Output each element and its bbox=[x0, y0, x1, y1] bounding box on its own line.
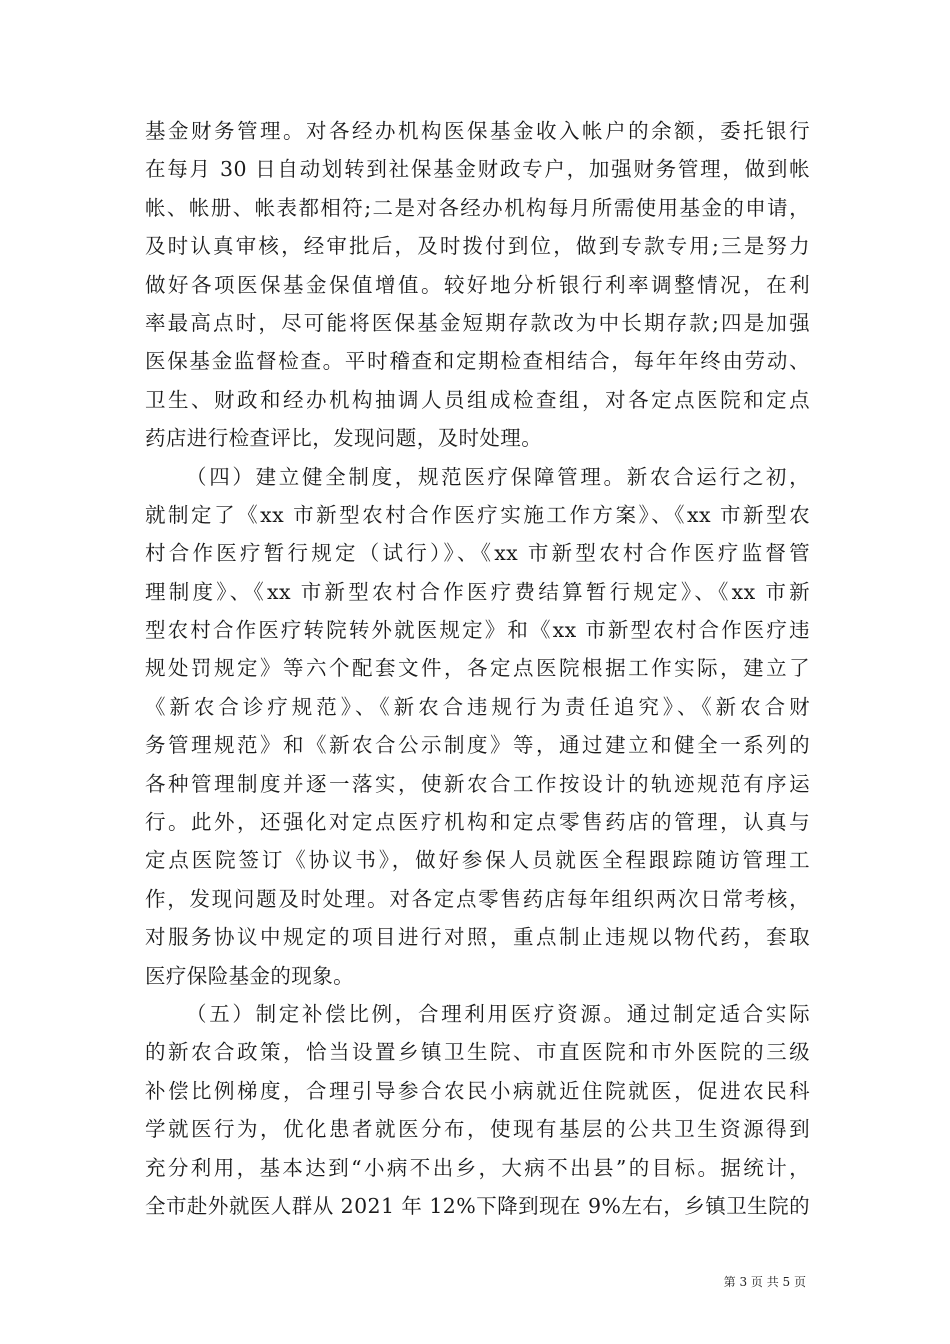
text-line: 行。此外，还强化对定点医疗机构和定点零售药店的管理，认真与 bbox=[145, 810, 810, 835]
text-line: （四）建立健全制度，规范医疗保障管理。新农合运行之初， bbox=[186, 464, 810, 489]
text-line: 就制定了《xx 市新型农村合作医疗实施工作方案》、《xx 市新型农 bbox=[145, 502, 810, 527]
text-line: 各种管理制度并逐一落实，使新农合工作按设计的轨迹规范有序运 bbox=[145, 771, 810, 796]
text-line: 的新农合政策，恰当设置乡镇卫生院、市直医院和市外医院的三级 bbox=[145, 1040, 810, 1065]
paragraph-fund-management bbox=[145, 112, 810, 458]
text-line: 务管理规范》和《新农合公示制度》等，通过建立和健全一系列的 bbox=[145, 733, 810, 758]
text-line: 补偿比例梯度，合理引导参合农民小病就近住院就医，促进农民科 bbox=[145, 1078, 810, 1103]
text-line: 基金财务管理。对各经办机构医保基金收入帐户的余额，委托银行 bbox=[145, 119, 810, 143]
text-line: 及时认真审核，经审批后，及时拨付到位，做到专款专用;三是努力 bbox=[145, 234, 810, 259]
text-line: 定点医院签订《协议书》，做好参保人员就医全程跟踪随访管理工 bbox=[145, 848, 810, 873]
text-line: 帐、帐册、帐表都相符;二是对各经办机构每月所需使用基金的申请， bbox=[145, 195, 810, 220]
text-line: 作，发现问题及时处理。对各定点零售药店每年组织两次日常考核， bbox=[145, 886, 810, 911]
text-line: 学就医行为，优化患者就医分布，使现有基层的公共卫生资源得到 bbox=[145, 1117, 810, 1142]
text-line: 型农村合作医疗转院转外就医规定》和《xx 市新型农村合作医疗违 bbox=[145, 618, 810, 643]
text-line: 在每月 30 日自动划转到社保基金财政专户，加强财务管理，做到帐 bbox=[145, 157, 810, 182]
document-body bbox=[145, 112, 810, 1225]
text-line: 全市赴外就医人群从 2021 年 12%下降到现在 9%左右，乡镇卫生院的 bbox=[145, 1193, 810, 1218]
text-line: 卫生、财政和经办机构抽调人员组成检查组，对各定点医院和定点 bbox=[145, 387, 810, 412]
text-line: 药店进行检查评比，发现问题，及时处理。 bbox=[145, 426, 543, 451]
text-line: 充分利用，基本达到“小病不出乡，大病不出县”的目标。据统计， bbox=[145, 1155, 810, 1180]
text-line: 理制度》、《xx 市新型农村合作医疗费结算暂行规定》、《xx 市新 bbox=[145, 579, 810, 604]
text-line: 做好各项医保基金保值增值。较好地分析银行利率调整情况，在利 bbox=[145, 272, 810, 297]
text-line: 医疗保险基金的现象。 bbox=[145, 963, 354, 988]
text-line: 《新农合诊疗规范》、《新农合违规行为责任追究》、《新农合财 bbox=[145, 694, 810, 719]
text-line: 规处罚规定》等六个配套文件，各定点医院根据工作实际，建立了 bbox=[145, 656, 810, 681]
page-number-footer: 第 3 页 共 5 页 bbox=[723, 1275, 806, 1289]
text-line: 医保基金监督检查。平时稽查和定期检查相结合，每年年终由劳动、 bbox=[145, 349, 810, 374]
text-line: 对服务协议中规定的项目进行对照，重点制止违规以物代药，套取 bbox=[145, 925, 810, 950]
text-line: 率最高点时，尽可能将医保基金短期存款改为中长期存款;四是加强 bbox=[145, 310, 810, 335]
paragraph-section-five bbox=[145, 995, 810, 1225]
text-line: 村合作医疗暂行规定（试行）》、《xx 市新型农村合作医疗监督管 bbox=[145, 541, 810, 566]
text-line: （五）制定补偿比例，合理利用医疗资源。通过制定适合实际 bbox=[186, 1001, 810, 1026]
paragraph-section-four bbox=[145, 458, 810, 995]
